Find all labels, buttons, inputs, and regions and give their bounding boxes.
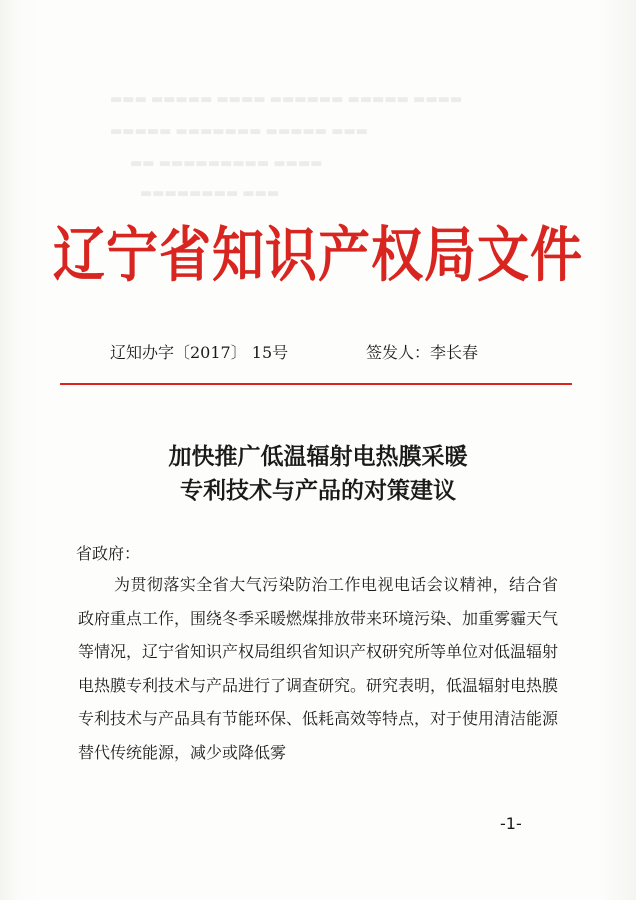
document-title (0, 440, 636, 508)
salutation: 省政府： (76, 544, 141, 563)
title-line-1: 加快推广低温辐射电热膜采暖 (168, 443, 468, 470)
title-line-2: 专利技术与产品的对策建议 (180, 477, 456, 504)
document-number: 辽知办字〔2017〕 15号 (110, 343, 289, 362)
bleed-through-text: ▬▬▬▬▬▬▬▬ ▬▬▬ (140, 186, 280, 201)
signer: 签发人：李长春 (366, 343, 479, 362)
issuing-authority-header: 辽宁省知识产权局文件 (52, 221, 583, 291)
body-paragraph: 为贯彻落实全省大气污染防治工作电视电话会议精神，结合省政府重点工作，围绕冬季采暖燃煤排放带来环境污染、加重雾霾天气等情况，辽宁省知识产权局组织省知识产权研究所等单位对低温辐射电热膜专利技术与产品进行了调查研究。研究表明，低温辐射电热膜专利技术与产品具有节能环保、低耗高效等特点，对于使用清洁能源替代传统能源，减少或降低雾 (78, 575, 559, 762)
red-divider-line (60, 383, 572, 385)
page-number: -1- (500, 814, 522, 833)
bleed-through-text: ▬▬ ▬▬▬▬▬▬▬▬▬ ▬▬▬▬ (130, 156, 323, 171)
bleed-through-text: ▬▬▬▬▬ ▬▬▬▬▬▬▬ ▬▬▬▬▬ ▬▬▬ (110, 124, 369, 139)
bleed-through-text: ▬▬▬ ▬▬▬▬▬ ▬▬▬▬ ▬▬▬▬▬▬ ▬▬▬▬▬ ▬▬▬▬ (110, 92, 463, 107)
